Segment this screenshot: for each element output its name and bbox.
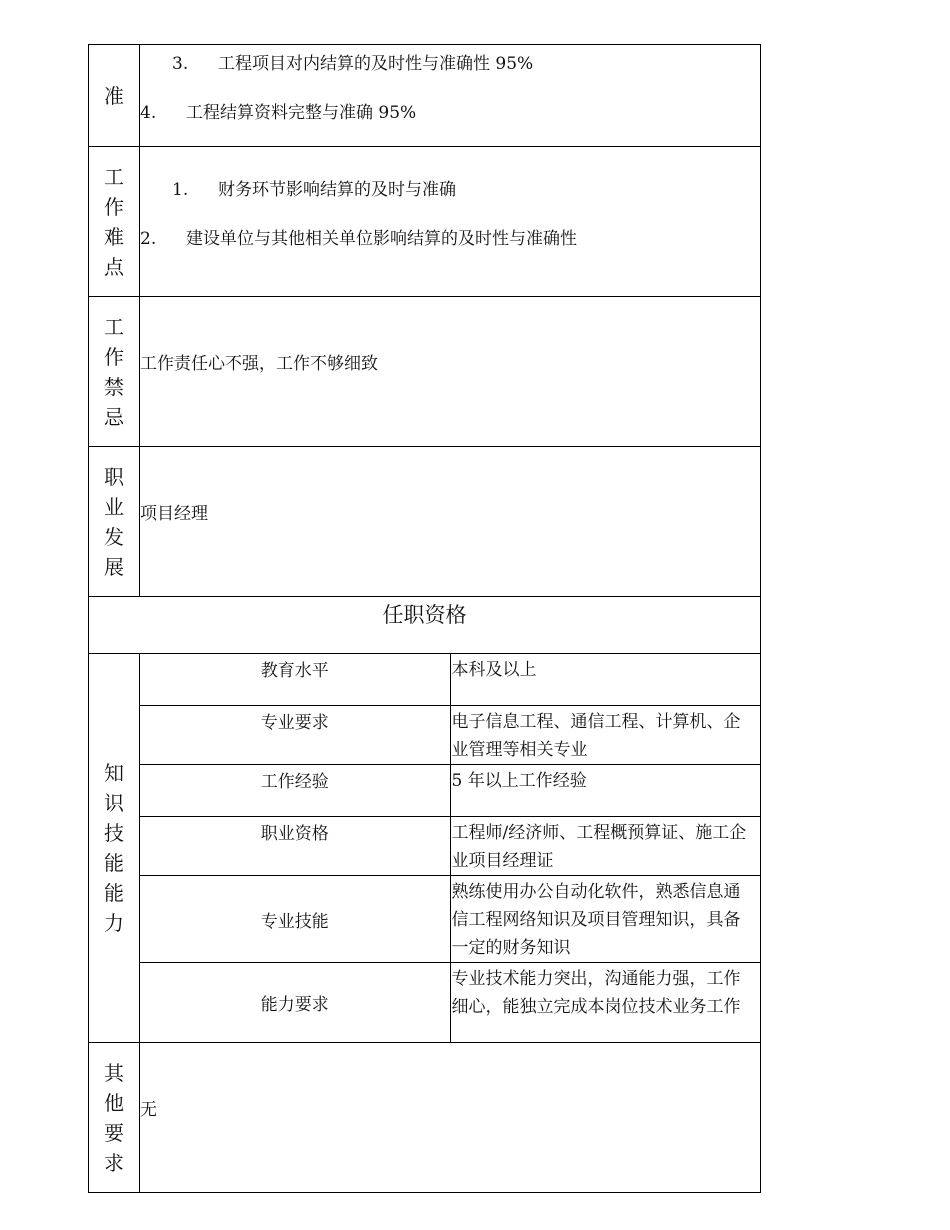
qualification-row — [89, 876, 761, 963]
other-content — [140, 1043, 761, 1193]
difficulties-item: 1. 财务环节影响结算的及时与准确 — [172, 180, 456, 200]
qualification-row — [89, 963, 761, 1043]
qualification-row — [89, 817, 761, 876]
standards-item: 3. 工程项目对内结算的及时性与准确性 95% — [172, 54, 534, 74]
qualification-row — [89, 706, 761, 765]
qualification-label: 专业要求 — [140, 706, 451, 765]
qualification-value: 工程师/经济师、工程概预算证、施工企业项目经理证 — [450, 817, 761, 876]
other-label: 其他要求 — [89, 1043, 140, 1193]
qualifications-title: 任职资格 — [89, 597, 761, 654]
qualification-value: 熟练使用办公自动化软件，熟悉信息通信工程网络知识及项目管理知识，具备一定的财务知识 — [450, 876, 761, 963]
job-description-table — [88, 44, 761, 1193]
knowledge-skills-label: 知识技能能力 — [89, 654, 140, 1043]
career-label: 职业发展 — [89, 447, 140, 597]
difficulties-item: 2. 建设单位与其他相关单位影响结算的及时性与准确性 — [140, 229, 577, 249]
difficulties-content — [140, 147, 761, 297]
standards-content — [140, 45, 761, 147]
other-text: 无 — [140, 1100, 157, 1120]
career-row — [89, 447, 761, 597]
qualification-value: 电子信息工程、通信工程、计算机、企业管理等相关专业 — [450, 706, 761, 765]
qualification-label: 职业资格 — [140, 817, 451, 876]
qualification-row — [89, 765, 761, 817]
qualification-label: 能力要求 — [140, 963, 451, 1043]
qualification-value: 本科及以上 — [450, 654, 761, 706]
qualification-label: 专业技能 — [140, 876, 451, 963]
qualifications-title-row — [89, 597, 761, 654]
qualification-label: 工作经验 — [140, 765, 451, 817]
standards-label: 准 — [89, 45, 140, 147]
qualification-value: 专业技术能力突出，沟通能力强，工作细心，能独立完成本岗位技术业务工作 — [450, 963, 761, 1043]
prohibitions-content — [140, 297, 761, 447]
prohibitions-label: 工作禁忌 — [89, 297, 140, 447]
qualification-row — [89, 654, 761, 706]
other-row — [89, 1043, 761, 1193]
career-content — [140, 447, 761, 597]
standards-row — [89, 45, 761, 147]
prohibitions-text: 工作责任心不强，工作不够细致 — [140, 354, 378, 374]
prohibitions-row — [89, 297, 761, 447]
standards-item: 4. 工程结算资料完整与准确 95% — [140, 103, 417, 123]
qualification-value: 5 年以上工作经验 — [450, 765, 761, 817]
difficulties-row — [89, 147, 761, 297]
difficulties-label: 工作难点 — [89, 147, 140, 297]
qualification-label: 教育水平 — [140, 654, 451, 706]
career-text: 项目经理 — [140, 504, 208, 524]
